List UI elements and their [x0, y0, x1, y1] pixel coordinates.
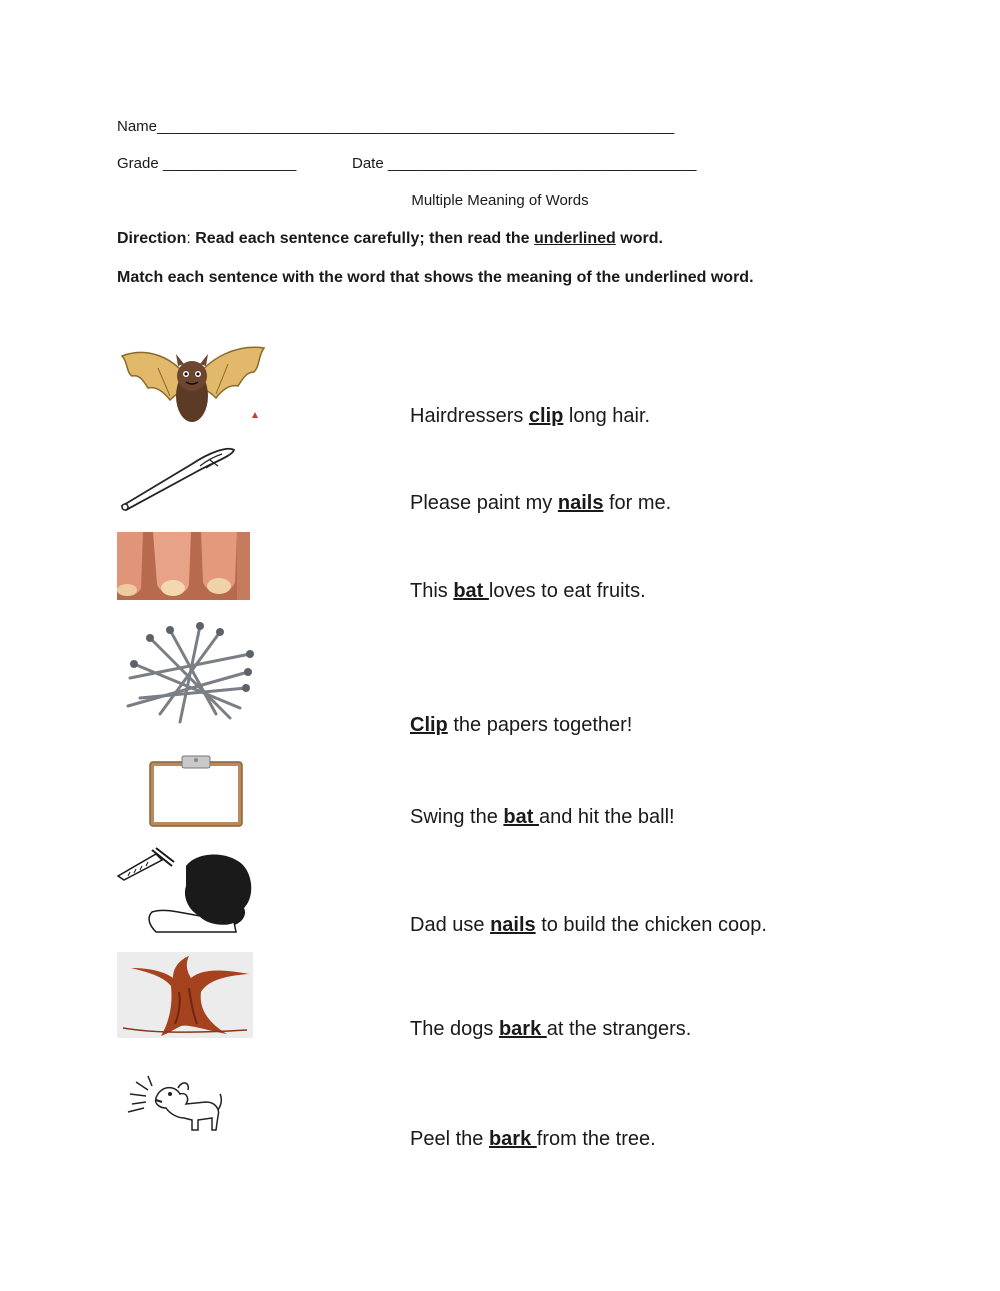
sentence-text: Swing the [410, 806, 504, 828]
sentence-3 [410, 580, 646, 603]
sentence-text: Hairdressers [410, 405, 529, 427]
direction-line-1 [117, 230, 663, 248]
sentence-text: The dogs [410, 1018, 499, 1040]
sentence-text: Peel the [410, 1128, 489, 1150]
sentence-text: at the strangers. [546, 1018, 692, 1040]
direction-text-before: Read each sentence carefully; then read the [195, 230, 535, 247]
sentence-text: the papers together! [447, 714, 633, 736]
underlined-keyword: bark [488, 1128, 537, 1150]
metal-nails-icon[interactable] [120, 618, 262, 730]
baseball-bat-icon[interactable] [118, 446, 238, 514]
sentence-1 [410, 405, 650, 428]
tree-bark-icon[interactable] [117, 952, 253, 1038]
sentence-7 [410, 1018, 691, 1041]
direction-text-after: word. [615, 230, 663, 247]
barking-dog-icon[interactable] [126, 1074, 224, 1134]
sentence-text: from the tree. [536, 1128, 656, 1150]
clipboard-icon[interactable] [148, 754, 244, 828]
direction-label: Direction [117, 230, 187, 247]
grade-field[interactable]: Grade ________________ [117, 155, 297, 172]
underlined-keyword: bat [453, 580, 489, 602]
underlined-keyword: bark [498, 1018, 547, 1040]
underlined-keyword: clip [528, 405, 564, 427]
sentence-5 [410, 806, 675, 829]
sentence-text: Please paint my [410, 492, 558, 514]
direction-line-2: Match each sentence with the word that shows the meaning of the underlined word. [117, 269, 754, 286]
fingernails-icon[interactable] [117, 532, 250, 600]
sentence-text: long hair. [563, 405, 651, 427]
underlined-keyword: nails [490, 914, 536, 936]
sentence-8 [410, 1128, 656, 1151]
date-field[interactable]: Date _____________________________________ [352, 155, 697, 172]
sentence-2 [410, 492, 671, 515]
worksheet-title: Multiple Meaning of Words [411, 192, 589, 209]
sentence-4 [410, 714, 632, 737]
sentence-text: Dad use [410, 914, 491, 936]
underlined-keyword: Clip [410, 714, 448, 736]
hair-clipping-icon[interactable] [116, 846, 256, 934]
bat-animal-icon[interactable] [118, 338, 266, 428]
direction-colon: : [186, 230, 196, 247]
sentence-text: and hit the ball! [538, 806, 675, 828]
sentence-text: This [410, 580, 454, 602]
underlined-keyword: bat [503, 806, 539, 828]
sentence-text: for me. [603, 492, 672, 514]
direction-underlined-word: underlined [534, 230, 616, 247]
sentence-6 [410, 914, 767, 937]
sentence-text: to build the chicken coop. [535, 914, 767, 936]
sentence-text: loves to eat fruits. [488, 580, 646, 602]
underlined-keyword: nails [557, 492, 604, 514]
name-field[interactable]: Name______________________________________________________________ [117, 118, 675, 135]
